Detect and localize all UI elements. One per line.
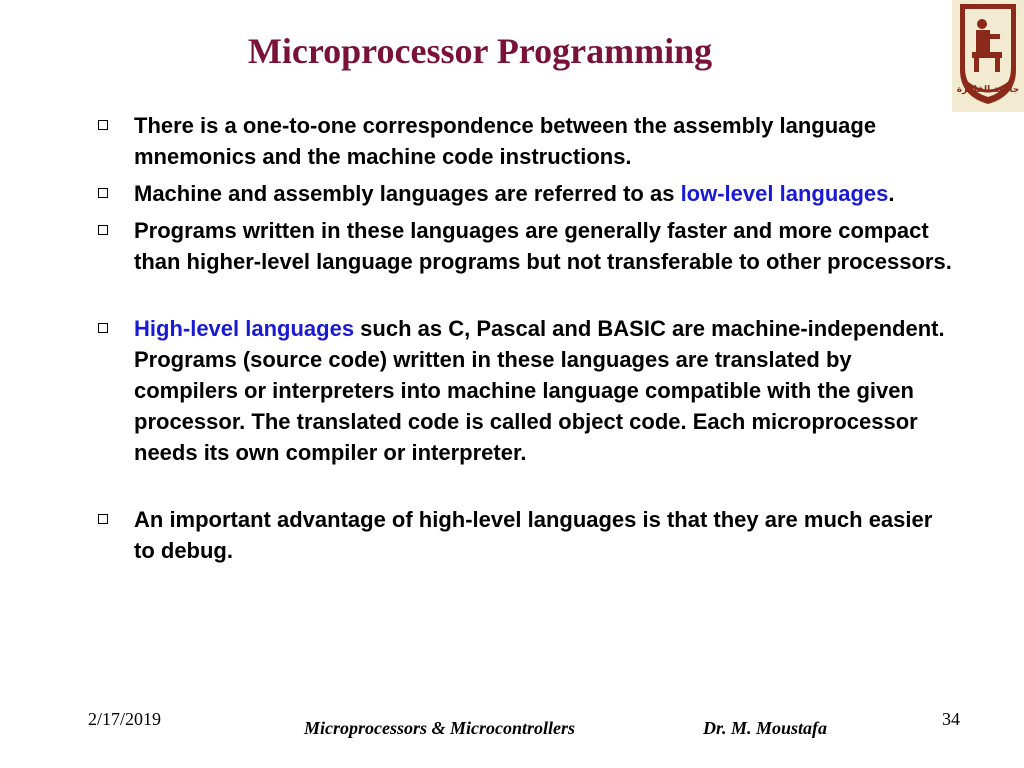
highlighted-term: High-level languages [134,316,355,341]
footer-author: Dr. M. Moustafa [703,718,828,738]
bullet-list [96,110,956,566]
university-logo [952,0,1024,112]
bullet-item [96,178,956,209]
bullet-text: Machine and assembly languages are referred to as [134,181,681,206]
square-bullet-icon [98,188,108,198]
slide-title: Microprocessor Programming [247,31,713,71]
logo-caption: جامعة القاهرة [956,85,1020,95]
bullet-text: An important advantage of high-level languages is that they are much easier to debug. [134,507,933,563]
bullet-item [96,313,956,468]
bullet-text: such as C, Pascal and BASIC are machine-independent. Programs (source code) written in these languages are translated by compilers or interpreters into machine language compatible with the given processor. The translated code is called object code. Each microprocessor needs its own compiler or interpreter. [134,316,945,465]
bullet-item [96,110,956,172]
cairo-university-emblem-icon [952,0,1024,112]
bullet-item [96,215,956,277]
bullet-text: There is a one-to-one correspondence between the assembly language mnemonics and the machine code instructions. [134,113,877,169]
bullet-text: Programs written in these languages are generally faster and more compact than higher-level language programs but not transferable to other processors. [134,218,952,274]
footer-course: Microprocessors & Microcontrollers [304,718,576,738]
bullet-text: . [888,181,895,206]
page-number: 34 [942,709,960,729]
square-bullet-icon [98,120,108,130]
square-bullet-icon [98,514,108,524]
footer-date: 2/17/2019 [88,709,162,729]
square-bullet-icon [98,225,108,235]
square-bullet-icon [98,323,108,333]
bullet-item [96,504,956,566]
highlighted-term: low-level languages [680,181,889,206]
